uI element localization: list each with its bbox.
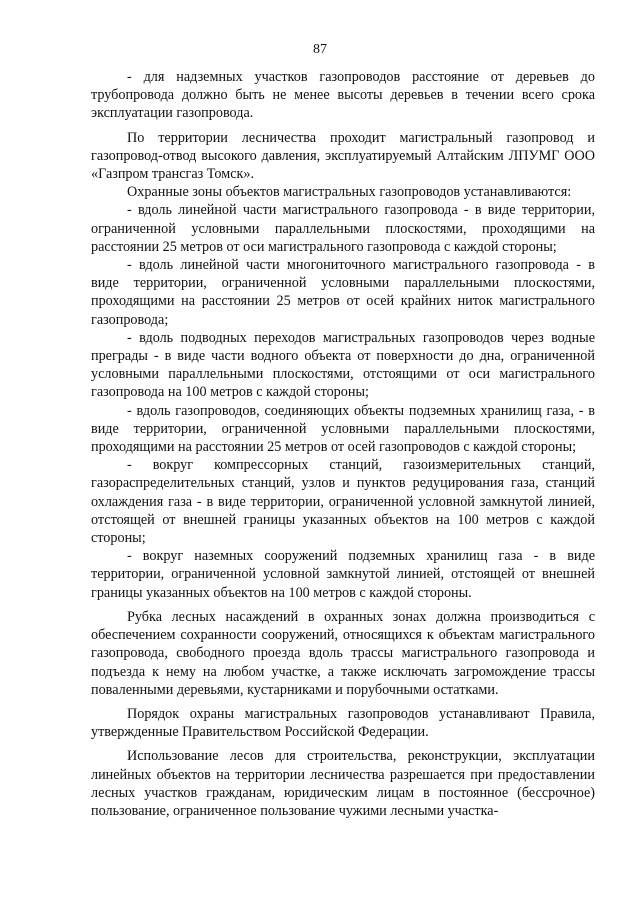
paragraph: Охранные зоны объектов магистральных газопроводов устанавливаются: bbox=[127, 184, 572, 201]
list-item: - вдоль газопроводов, соединяющих объекты подземных хранилищ газа, - в виде территории, ограниченной условными параллельными плоскостями, проходящими на расстоянии 25 метров от осей газопроводов с каждой стороны; bbox=[91, 402, 595, 456]
paragraph: Использование лесов для строительства, реконструкции, эксплуатации линейных объектов на территории лесничества разрешается при предоставлении лесных участков гражданам, юридическим лицам в постоянное (бессрочное) пользование, ограниченное пользование чужими лесными участка- bbox=[91, 748, 595, 819]
paragraph: Рубка лесных насаждений в охранных зонах должна производиться с обеспечением сохранности сооружений, относящихся к объектам магистрального газопровода, свободного проезда вдоль трассы магистрального газопровода и подъезда к нему на любом участке, а также исключать загромождение трассы поваленными деревьями, кустарниками и порубочными остатками. bbox=[91, 608, 595, 698]
paragraph: Порядок охраны магистральных газопроводов устанавливают Правила, утвержденные Правительством Российской Федерации. bbox=[91, 705, 595, 741]
paragraph: - для надземных участков газопроводов расстояние от деревьев до трубопровода должно быть не менее высоты деревьев в течении всего срока эксплуатации газопровода. bbox=[91, 69, 595, 122]
document-body bbox=[91, 68, 595, 820]
list-item: - вдоль линейной части магистрального газопровода - в виде территории, ограниченной условными параллельными плоскостями, проходящими на расстоянии 25 метров от оси магистрального газопровода с каждой стороны; bbox=[91, 202, 595, 255]
paragraph: По территории лесничества проходит магистральный газопровод и газопровод-отвод высокого давления, эксплуатируемый Алтайским ЛПУМГ ООО «Газпром трансгаз Томск». bbox=[91, 129, 595, 183]
list-item: - вдоль подводных переходов магистральных газопроводов через водные преграды - в виде части водного объекта от поверхности до дна, ограниченной условными параллельными плоскостями, отстоящими от оси магистрального газопровода на 100 метров с каждой стороны; bbox=[91, 329, 595, 401]
list-item: - вдоль линейной части многониточного магистрального газопровода - в виде территории, ограниченной условными параллельными плоскостями, проходящими на расстоянии 25 метров от осей крайних ниток магистрального газопровода; bbox=[91, 257, 595, 328]
list-item: - вокруг наземных сооружений подземных хранилищ газа - в виде территории, ограниченной условной замкнутой линией, отстоящей от внешней границы указанных объектов на 100 метров с каждой стороны. bbox=[91, 548, 595, 601]
page-number: 87 bbox=[313, 42, 327, 57]
list-item: - вокруг компрессорных станций, газоизмерительных станций, газораспределительных станций, узлов и пунктов редуцирования газа, станций охлаждения газа - в виде территории, ограниченной условной замкнутой линией, отстоящей от внешней границы указанных объектов на 100 метров с каждой стороны; bbox=[91, 457, 595, 547]
